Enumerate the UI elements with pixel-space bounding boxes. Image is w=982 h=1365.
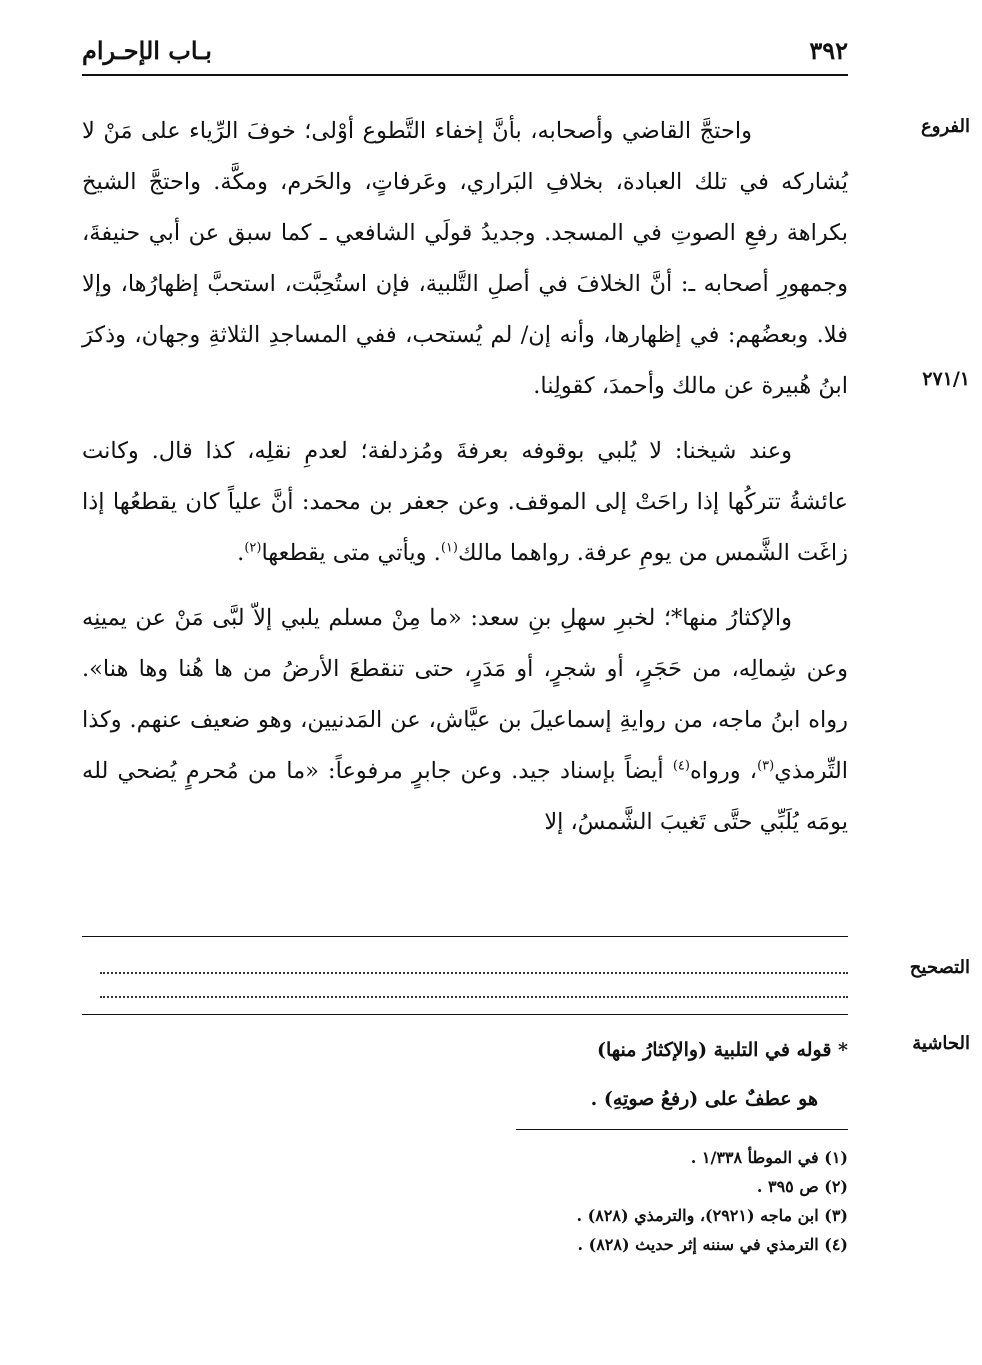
margin-volume-ref: ٢٧١/١ [922, 368, 970, 390]
page-number: ٣٩٢ [809, 36, 848, 65]
main-text [82, 106, 848, 862]
footnote-separator [516, 1129, 848, 1130]
paragraph: واحتجَّ القاضي وأصحابه، بأنَّ إخفاء التَّطوع أوْلى؛ خوفَ الرِّياء على مَنْ لا يُشاركه في تلك العبادة، بخلافِ البَراري، وعَرفاتٍ، والحَرم، ومكَّة. واحتجَّ الشيخ بكراهة رفعِ الصوتِ في المسجد. وجديدُ قولَي الشافعي ـ كما سبق عن أبي حنيفةَ، وجمهورِ أصحابه ـ: أنَّ الخلافَ في أصلِ التَّلبية، فإن استُحِبَّت، استحبَّ إظهارُها، وإلا فلا. وبعضُهم: في إظهارها، وأنه إن/ لم يُستحب، ففي المساجدِ الثلاثةِ وجهان، وذكرَ ابنُ هُبيرة عن مالك وأحمدَ، كقولِنا. [82, 118, 848, 399]
footnote: (١) في الموطأ ١/٣٣٨ . [690, 1148, 848, 1167]
footnote: (٣) ابن ماجه (٢٩٢١)، والترمذي (٨٢٨) . [576, 1206, 848, 1225]
hashia-heading: * قوله في التلبية (والإكثارُ منها) [596, 1039, 848, 1061]
hashia-text: هو عطفٌ على (رفعُ صوتِهِ) . [590, 1088, 818, 1110]
footnotes [420, 1143, 848, 1259]
paragraph: وعند شيخنا: لا يُلبي بوقوفه بعرفةَ ومُزدلفة؛ لعدمِ نقلِه، كذا قال. وكانت عائشةُ تتركُها إذا راحَتْ إلى الموقف. وعن جعفر بن محمد: أنَّ علياً كان يقطعُها إذا زاغَت الشَّمس من يومِ عرفة. رواهما مالك$^{(١)}$. ويأتي متى يقطعها$^{(٢)}$. [82, 438, 848, 566]
margin-label-hashia: الحاشية [912, 1033, 970, 1054]
divider-line [82, 1014, 848, 1015]
footnote-marker: (٣) [757, 758, 775, 774]
footnote-marker: (٤) [672, 758, 690, 774]
page-header [82, 34, 848, 76]
margin-label-tashih: التصحيح [909, 957, 970, 978]
running-title: بـاب الإحـرام [82, 36, 212, 65]
margin-label-furu: الفروع [921, 116, 970, 137]
dotted-line [100, 972, 848, 974]
divider-line [82, 936, 848, 937]
paragraph: والإكثارُ منها*؛ لخبرِ سهلِ بنِ سعد: «ما مِنْ مسلم يلبي إلاّ لبَّى مَنْ عن يمينِه وعن شِمالِه، من حَجَرٍ، أو شجرٍ، أو مَدَرٍ، حتى تنقطعَ الأرضُ من ها هُنا وها هنا». رواه ابنُ ماجه، من روايةِ إسماعيلَ بن عيَّاش، عن المَدنيين، وهو ضعيف عنهم. وكذا التِّرمذي$^{(٣)}$، ورواه$^{(٤)}$ أيضاً بإسناد جيد. وعن جابرٍ مرفوعاً: «ما من مُحرمٍ يُضحي لله يومَه يُلَبِّي حتَّى تَغيبَ الشَّمسُ، إلا [82, 605, 848, 835]
dotted-line [100, 996, 848, 998]
footnote: (٢) ص ٣٩٥ . [756, 1177, 848, 1196]
footnote-marker: (١) [440, 540, 458, 556]
footnote-marker: (٢) [244, 540, 262, 556]
footnote: (٤) الترمذي في سننه إثر حديث (٨٢٨) . [577, 1235, 848, 1254]
